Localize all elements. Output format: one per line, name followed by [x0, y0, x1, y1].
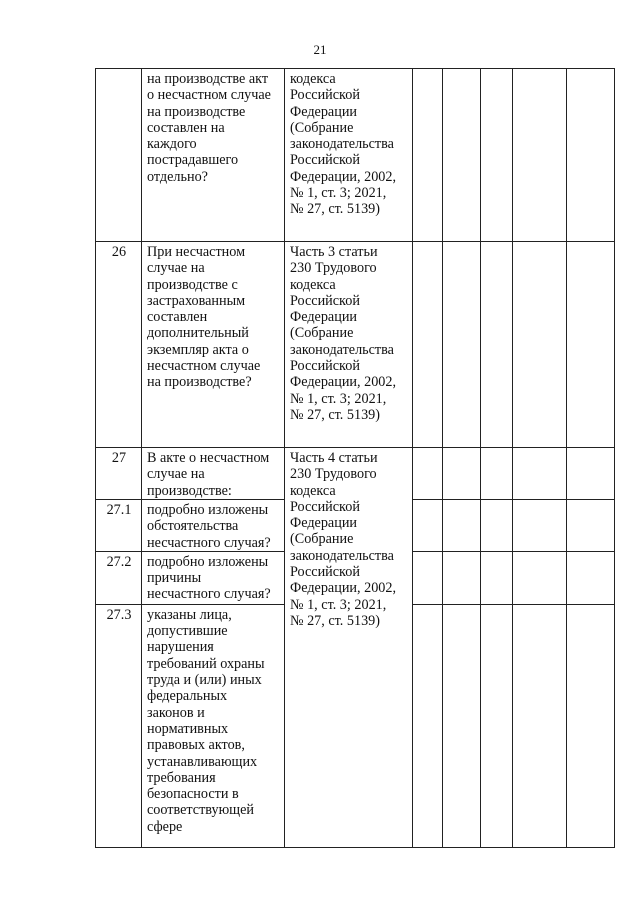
notes-cell	[567, 604, 615, 847]
answer-cell-yes	[413, 551, 443, 604]
notes-cell	[567, 448, 615, 500]
answer-cell-extra	[513, 242, 567, 448]
answer-cell-no	[443, 604, 481, 847]
answer-cell-extra	[513, 69, 567, 242]
answer-cell-no	[443, 551, 481, 604]
notes-cell	[567, 500, 615, 552]
page-number: 21	[313, 42, 327, 57]
question-text: на производстве акт о несчастном случае на производстве составлен на каждого пострадавшего отдельно?	[142, 69, 285, 242]
answer-cell-na	[481, 242, 513, 448]
item-number	[96, 69, 142, 242]
question-text: подробно изложены обстоятельства несчастного случая?	[142, 500, 285, 552]
item-number: 27.3	[96, 604, 142, 847]
answer-cell-extra	[513, 500, 567, 552]
table-row	[96, 69, 615, 242]
answer-cell-no	[443, 448, 481, 500]
item-number: 26	[96, 242, 142, 448]
answer-cell-extra	[513, 604, 567, 847]
answer-cell-yes	[413, 604, 443, 847]
answer-cell-no	[443, 500, 481, 552]
answer-cell-extra	[513, 551, 567, 604]
notes-cell	[567, 69, 615, 242]
answer-cell-na	[481, 551, 513, 604]
answer-cell-na	[481, 500, 513, 552]
question-text: подробно изложены причины несчастного случая?	[142, 551, 285, 604]
answer-cell-yes	[413, 500, 443, 552]
legal-reference: Часть 4 статьи 230 Трудового кодекса Российской Федерации (Собрание законодательства Российской Федерации, 2002, № 1, ст. 3; 2021, № 27, ст. 5139)	[285, 448, 413, 848]
answer-cell-yes	[413, 448, 443, 500]
answer-cell-yes	[413, 242, 443, 448]
question-text: При несчастном случае на производстве с застрахованным составлен дополнительный экземпляр акта о несчастном случае на производстве?	[142, 242, 285, 448]
item-number: 27	[96, 448, 142, 500]
table-row	[96, 448, 615, 500]
notes-cell	[567, 551, 615, 604]
table-row	[96, 242, 615, 448]
answer-cell-no	[443, 242, 481, 448]
legal-reference: кодекса Российской Федерации (Собрание законодательства Российской Федерации, 2002, № 1, ст. 3; 2021, № 27, ст. 5139)	[285, 69, 413, 242]
legal-reference: Часть 3 статьи 230 Трудового кодекса Российской Федерации (Собрание законодательства Российской Федерации, 2002, № 1, ст. 3; 2021, № 27, ст. 5139)	[285, 242, 413, 448]
checklist-table	[95, 68, 615, 848]
answer-cell-no	[443, 69, 481, 242]
item-number: 27.2	[96, 551, 142, 604]
answer-cell-na	[481, 604, 513, 847]
question-text: указаны лица, допустившие нарушения требований охраны труда и (или) иных федеральных законов и нормативных правовых актов, устанавливающих требования безопасности в соответствующей сфере	[142, 604, 285, 847]
notes-cell	[567, 242, 615, 448]
answer-cell-extra	[513, 448, 567, 500]
answer-cell-na	[481, 448, 513, 500]
answer-cell-yes	[413, 69, 443, 242]
question-text: В акте о несчастном случае на производстве:	[142, 448, 285, 500]
item-number: 27.1	[96, 500, 142, 552]
answer-cell-na	[481, 69, 513, 242]
